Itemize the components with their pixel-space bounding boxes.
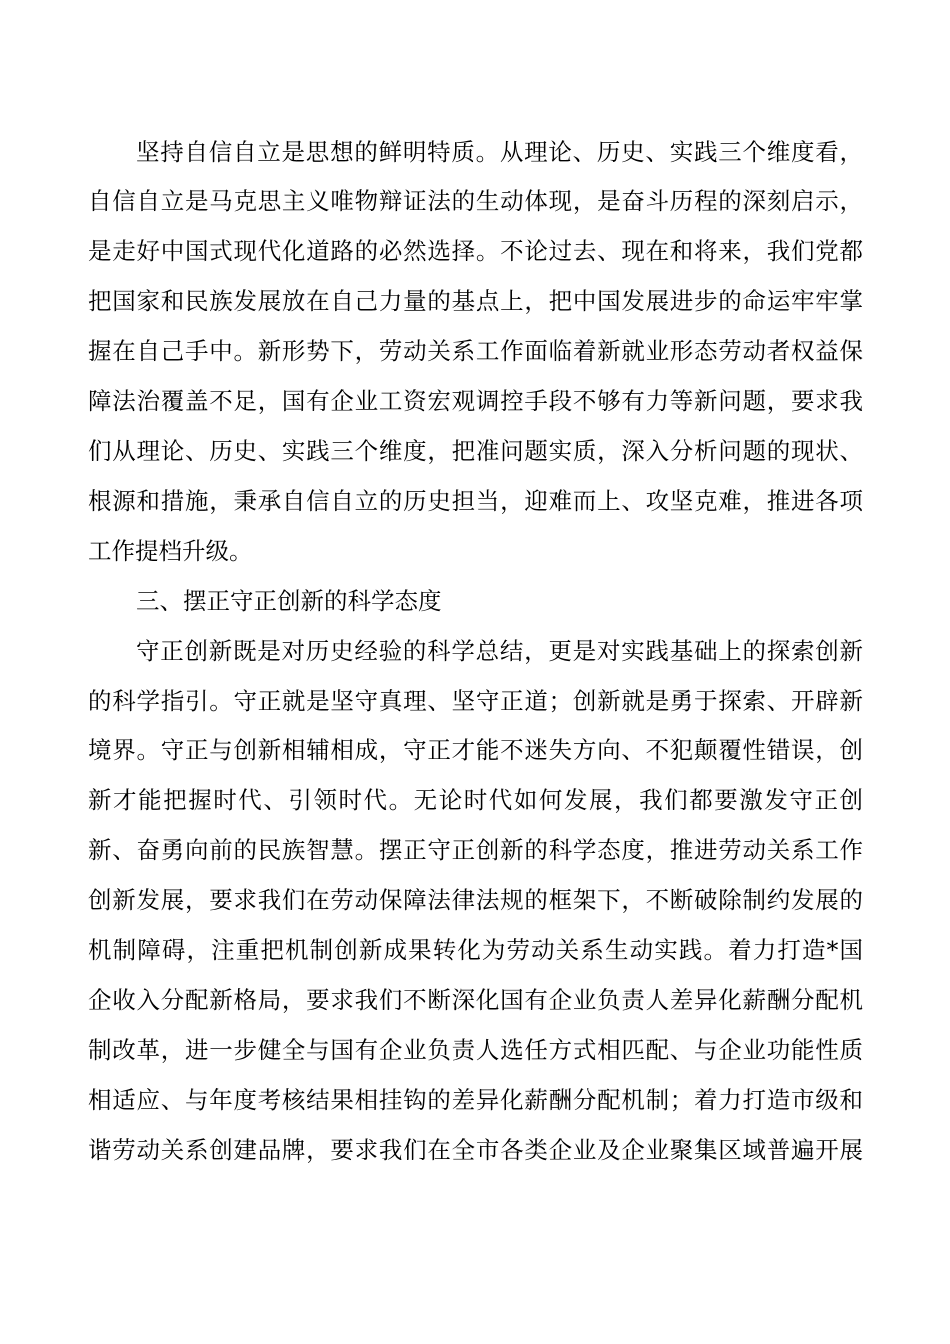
paragraph-line: 们从理论、历史、实践三个维度，把准问题实质，深入分析问题的现状、 xyxy=(88,437,864,465)
paragraph-line: 坚持自信自立是思想的鲜明特质。从理论、历史、实践三个维度看， xyxy=(136,138,864,166)
paragraph-line: 障法治覆盖不足，国有企业工资宏观调控手段不够有力等新问题，要求我 xyxy=(88,387,864,415)
paragraph-line: 工作提档升级。 xyxy=(88,537,253,565)
paragraph-line: 制改革，进一步健全与国有企业负责人选任方式相匹配、与企业功能性质 xyxy=(88,1036,864,1064)
paragraph-line: 根源和措施，秉承自信自立的历史担当，迎难而上、攻坚克难，推进各项 xyxy=(88,487,864,515)
section-heading: 三、摆正守正创新的科学态度 xyxy=(136,587,442,615)
paragraph-line: 握在自己手中。新形势下，劳动关系工作面临着新就业形态劳动者权益保 xyxy=(88,337,864,365)
paragraph-line: 守正创新既是对历史经验的科学总结，更是对实践基础上的探索创新 xyxy=(136,637,864,665)
paragraph-line: 创新发展，要求我们在劳动保障法律法规的框架下，不断破除制约发展的 xyxy=(88,886,864,914)
paragraph-line: 是走好中国式现代化道路的必然选择。不论过去、现在和将来，我们党都 xyxy=(88,237,864,265)
paragraph-line: 企收入分配新格局，要求我们不断深化国有企业负责人差异化薪酬分配机 xyxy=(88,986,864,1014)
paragraph-line: 新、奋勇向前的民族智慧。摆正守正创新的科学态度，推进劳动关系工作 xyxy=(88,836,864,864)
paragraph-line: 新才能把握时代、引领时代。无论时代如何发展，我们都要激发守正创 xyxy=(88,786,865,814)
paragraph-line: 自信自立是马克思主义唯物辩证法的生动体现，是奋斗历程的深刻启示， xyxy=(88,187,864,215)
paragraph-line: 相适应、与年度考核结果相挂钩的差异化薪酬分配机制；着力打造市级和 xyxy=(88,1086,864,1114)
paragraph-line: 机制障碍，注重把机制创新成果转化为劳动关系生动实践。着力打造*国 xyxy=(88,936,865,964)
paragraph-line: 谐劳动关系创建品牌，要求我们在全市各类企业及企业聚集区域普遍开展 xyxy=(88,1136,864,1164)
paragraph-line: 把国家和民族发展放在自己力量的基点上，把中国发展进步的命运牢牢掌 xyxy=(88,287,864,315)
paragraph-line: 境界。守正与创新相辅相成，守正才能不迷失方向、不犯颠覆性错误，创 xyxy=(88,736,864,764)
paragraph-line: 的科学指引。守正就是坚守真理、坚守正道；创新就是勇于探索、开辟新 xyxy=(88,687,864,715)
